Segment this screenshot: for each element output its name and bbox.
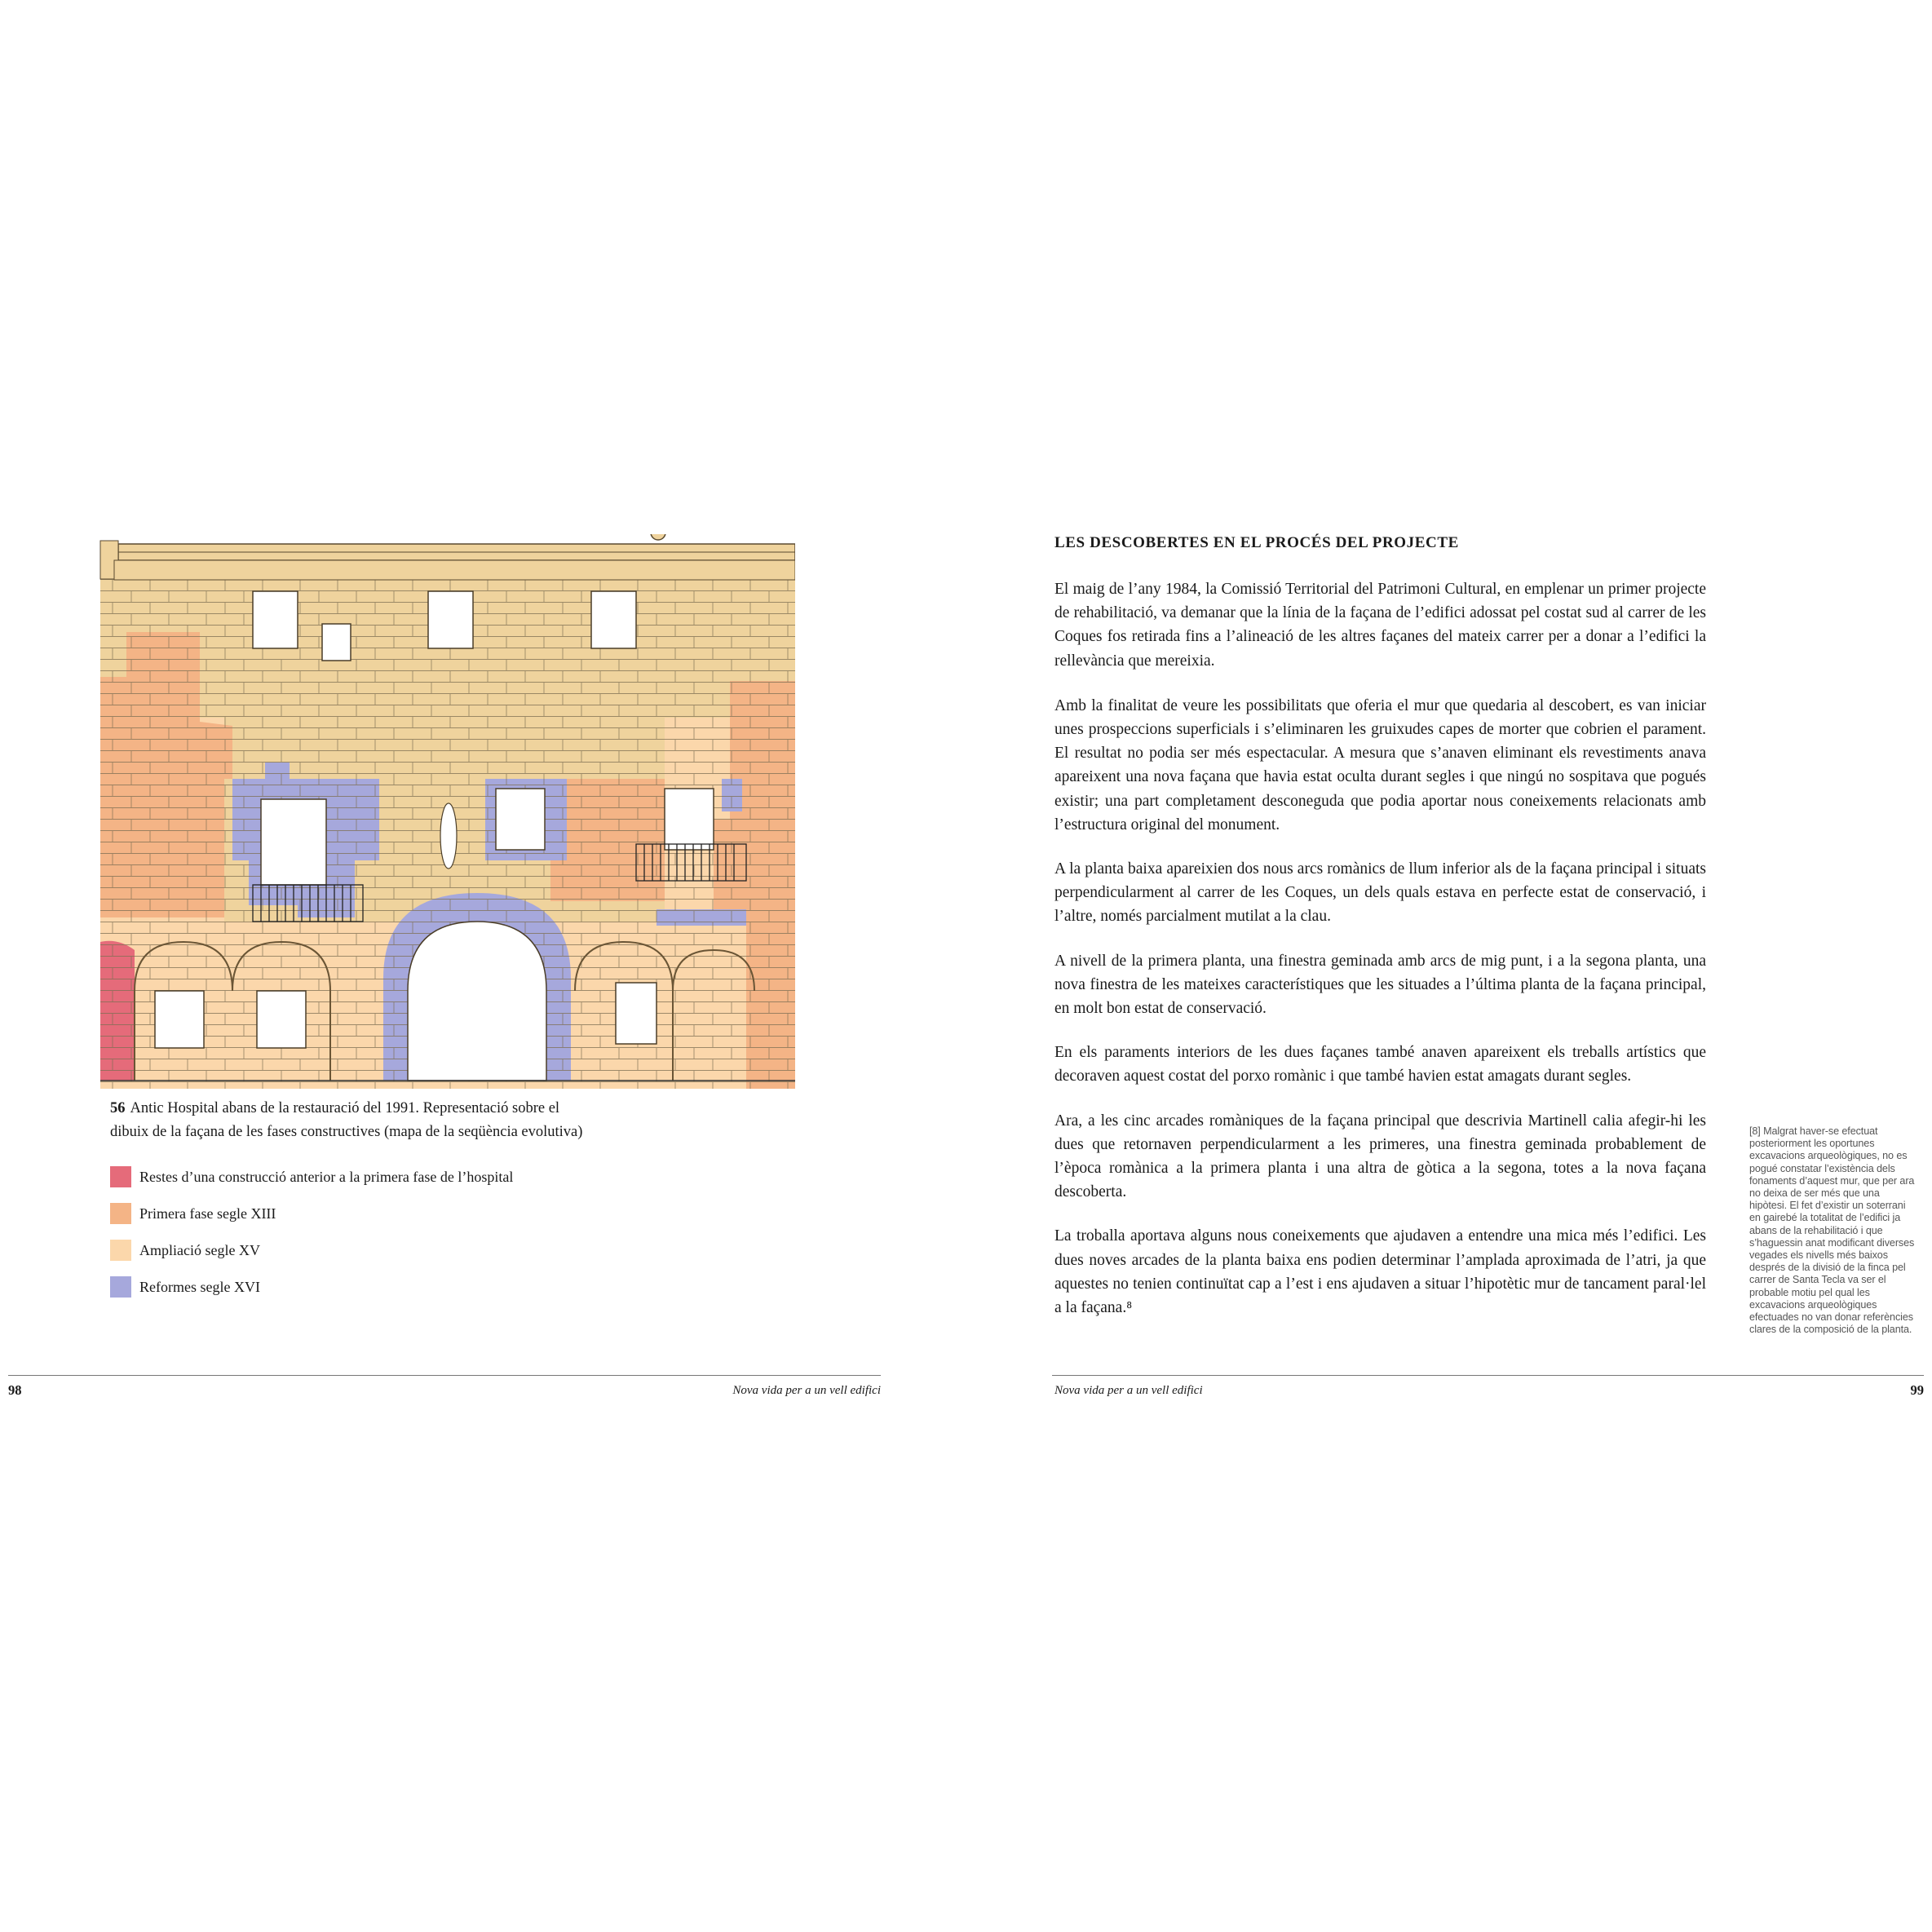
legend-swatch	[110, 1276, 131, 1298]
running-head-left: Nova vida per a un vell edifici	[732, 1384, 881, 1397]
paragraph: En els paraments interiors de les dues façanes també anaven apareixent els treballs artístics que decoraven aquest costat del porxo romànic i que també havien estat amagats durant segles.	[1054, 1044, 1706, 1085]
figure-caption-text: Antic Hospital abans de la restauració del 1991. Representació sobre el dibuix de la façana de les fases constructives (mapa de la seqüència evolutiva)	[110, 1100, 583, 1140]
legend-item-reformes	[110, 1275, 260, 1299]
legend-swatch	[110, 1240, 131, 1261]
paragraph: El maig de l’any 1984, la Comissió Territorial del Patrimoni Cultural, en emplenar un primer projecte de rehabilitació, va demanar que la línia de la façana de l’edifici adossat pel costat sud al carrer de les Coques fos retirada fins a l’alineació de les altres façanes del mateix carrer per a donar a l’edifici la rellevància que mereixia.	[1054, 581, 1706, 670]
footer-rule-left	[8, 1375, 881, 1376]
legend-swatch	[110, 1203, 131, 1224]
paragraph: Amb la finalitat de veure les possibilitats que oferia el mur que quedaria al descobert, es van iniciar unes prospeccions superficials i s’eliminaren les gruixudes capes de morter que cobrien el parament. El resultat no podia ser més espectacular. A mesura que s’anaven eliminant els revestiments anava apareixent una nova façana que havia estat oculta durant segles i que ningú no sospitava que pogués existir; una part completament desconeguda que podia aportar nous coneixements relacionats amb l’estructura original del monument.	[1054, 696, 1706, 833]
statue-niche	[440, 803, 457, 869]
figure-number: 56	[110, 1100, 126, 1116]
footer-rule-right	[1052, 1375, 1924, 1376]
body-text	[1054, 577, 1706, 1340]
legend-label: Primera fase segle XIII	[139, 1205, 276, 1222]
legend-item-primera-fase	[110, 1201, 276, 1226]
paragraph: La troballa aportava alguns nous coneixements que ajudaven a entendre una mica més l’edifici. Les dues noves arcades de la planta baixa ens podien determinar l’amplada aproximada de l’atri, ja que aquestes no tenien continuïtat cap a l’est i ens ajudaven a situar l’hipotètic mur de tancament paral·lel a la façana.⁸	[1054, 1227, 1706, 1317]
facade-drawing	[94, 534, 795, 1089]
legend-item-ampliacio	[110, 1238, 260, 1262]
legend-label: Restes d’una construcció anterior a la primera fase de l’hospital	[139, 1168, 514, 1185]
paragraph: A nivell de la primera planta, una finestra geminada amb arcs de mig punt, i a la segona planta, una nova finestra de les mateixes característiques que les situades a l’última planta de la façana principal, en molt bon estat de conservació.	[1054, 952, 1706, 1018]
footnote-sidenote: [8] Malgrat haver-se efectuat posteriorment les oportunes excavacions arqueològiques, no es pogué constatar l’existència dels fonaments d’aquest mur, que per ara no deixa de ser més que una hipòtesi. El fet d’existir un soterrani en gairebé la totalitat de l’edifici ja abans de la rehabilitació i que s’haguessin anat modificant diverses vegades els nivells més baixos després de la divisió de la finca pel carrer de Santa Tecla va ser el probable motiu pel qual les excavacions arqueològiques efectuades no van donar referències clares de la composició de la planta.	[1749, 1125, 1915, 1336]
figure-caption	[110, 1097, 599, 1144]
paragraph: Ara, a les cinc arcades romàniques de la façana principal que descrivia Martinell calia afegir-hi les dues que retornaven perpendicularment a les primeres, una finestra geminada probablement de l’època romànica a la primera planta i una altra de gòtica a la segona, totes a la nova façana descoberta.	[1054, 1112, 1706, 1201]
legend-label: Ampliació segle XV	[139, 1241, 260, 1258]
running-head-right: Nova vida per a un vell edifici	[1054, 1384, 1203, 1397]
central-arch-opening	[408, 922, 546, 1081]
legend-item-restes	[110, 1165, 513, 1189]
page-number-right: 99	[1910, 1382, 1924, 1398]
legend-swatch	[110, 1166, 131, 1187]
page-number-left: 98	[8, 1382, 22, 1398]
paragraph: A la planta baixa apareixien dos nous arcs romànics de llum inferior als de la façana principal i situats perpendicularment al carrer de les Coques, un dels quals estava en perfecte estat de conservació, i l’altre, només parcialment mutilat a la clau.	[1054, 860, 1706, 926]
finial-ornament	[651, 534, 665, 540]
section-heading: LES DESCOBERTES EN EL PROCÉS DEL PROJECTE	[1054, 534, 1459, 551]
legend-label: Reformes segle XVI	[139, 1278, 260, 1295]
